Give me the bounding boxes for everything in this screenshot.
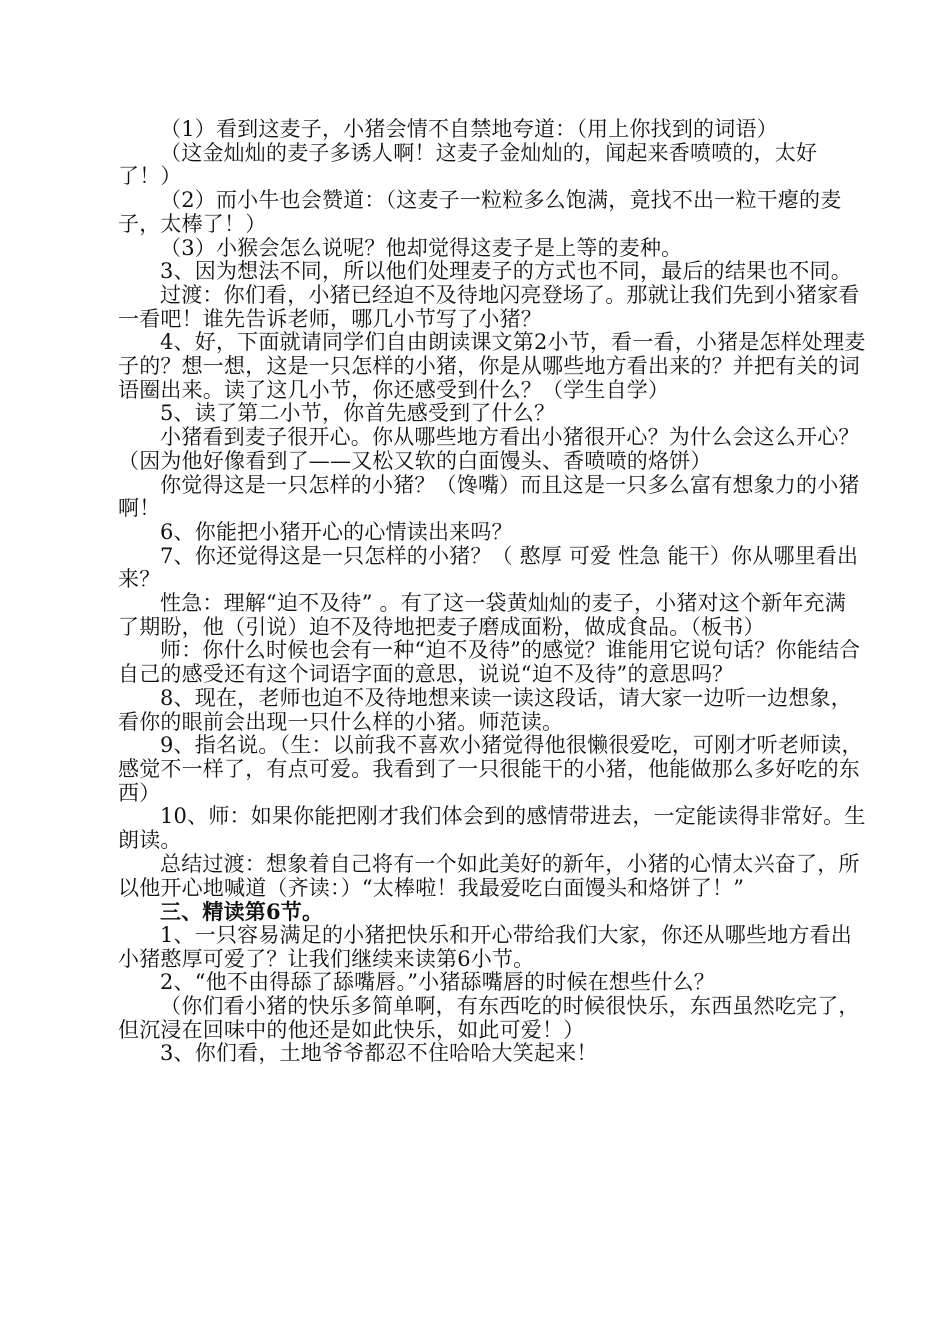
paragraph-step-5: 5、读了第二小节，你首先感受到了什么？	[160, 401, 556, 426]
paragraph-step-4: 4、好，下面就请同学们自由朗读课文第2小节，看一看，小猪是怎样处理麦子的？想一想，这是一只怎样的小猪，你是从哪些地方看出来的？并把有关的词语圈出来。读了这几小节，你还感受到什么？（学生自学）	[118, 330, 866, 402]
paragraph-step-10: 10、师：如果你能把刚才我们体会到的感情带进去，一定能读得非常好。生朗读。	[118, 804, 866, 853]
paragraph-transition-1: 过渡：你们看，小猪已经迫不及待地闪亮登场了。那就让我们先到小猪家看一看吧！谁先告诉老师，哪几小节写了小猪？	[118, 282, 860, 331]
paragraph-teacher-question: 师：你什么时候也会有一种“迫不及待”的感觉？谁能用它说句话？你能结合自己的感受还有这个词语字面的意思，说说“迫不及待”的意思吗？	[118, 638, 861, 687]
paragraph-greedy-pig: 你觉得这是一只怎样的小猪？（馋嘴）而且这是一只多么富有想象力的小猪啊！	[118, 472, 860, 521]
paragraph-step-6: 6、你能把小猪开心的心情读出来吗？	[160, 519, 513, 544]
document-page	[118, 118, 866, 1066]
paragraph-s3-step-3: 3、你们看，土地爷爷都忍不住哈哈大笑起来！	[160, 1041, 598, 1066]
paragraph-step-7: 7、你还觉得这是一只怎样的小猪？（ 憨厚 可爱 性急 能干）你从哪里看出来？	[118, 543, 859, 592]
paragraph-q2: （2）而小牛也会赞道：（这麦子一粒粒多么饱满，竟找不出一粒干瘪的麦子，太棒了！）	[118, 188, 842, 236]
paragraph-q1-answer: （这金灿灿的麦子多诱人啊！这麦子金灿灿的，闻起来香喷喷的，太好了！）	[118, 140, 818, 189]
paragraph-q1: （1）看到这麦子，小猪会情不自禁地夸道：（用上你找到的词语）	[160, 117, 778, 141]
paragraph-s3-answer: （你们看小猪的快乐多简单啊，有东西吃的时候很快乐，东西虽然吃完了，但沉浸在回味中的他还是如此快乐，如此可爱！）	[118, 994, 860, 1042]
section-heading-3: 三、精读第6节。	[160, 899, 324, 925]
paragraph-step-8: 8、现在，老师也迫不及待地想来读一读这段话，请大家一边听一边想象，看你的眼前会出现一只什么样的小猪。师范读。	[118, 685, 852, 734]
paragraph-happy-pig: 小猪看到麦子很开心。你从哪些地方看出小猪很开心？为什么会这么开心？（因为他好像看到了——又松又软的白面馒头、香喷喷的烙饼）	[118, 425, 860, 473]
paragraph-s3-step-1: 1、一只容易满足的小猪把快乐和开心带给我们大家，你还从哪些地方看出小猪憨厚可爱了？让我们继续来读第6小节。	[118, 922, 852, 971]
paragraph-step-9: 9、指名说。（生：以前我不喜欢小猪觉得他很懒很爱吃，可刚才听老师读，感觉不一样了，有点可爱。我看到了一只很能干的小猪，他能做那么多好吃的东西）	[118, 733, 863, 805]
paragraph-step-3: 3、因为想法不同，所以他们处理麦子的方式也不同，最后的结果也不同。	[160, 259, 852, 284]
paragraph-s3-step-2: 2、“他不由得舔了舔嘴唇。”小猪舔嘴唇的时候在想些什么？	[160, 970, 715, 995]
paragraph-impatient: 性急：理解“迫不及待” 。有了这一袋黄灿灿的麦子，小猪对这个新年充满了期盼，他（引说）迫不及待地把麦子磨成面粉，做成食品。（板书）	[118, 591, 846, 639]
paragraph-q3: （3）小猴会怎么说呢？他却觉得这麦子是上等的麦种。	[160, 235, 683, 260]
paragraph-summary-transition: 总结过渡：想象着自己将有一个如此美好的新年，小猪的心情太兴奋了，所以他开心地喊道（齐读：）“太棒啦！我最爱吃白面馒头和烙饼了！”	[118, 851, 860, 900]
